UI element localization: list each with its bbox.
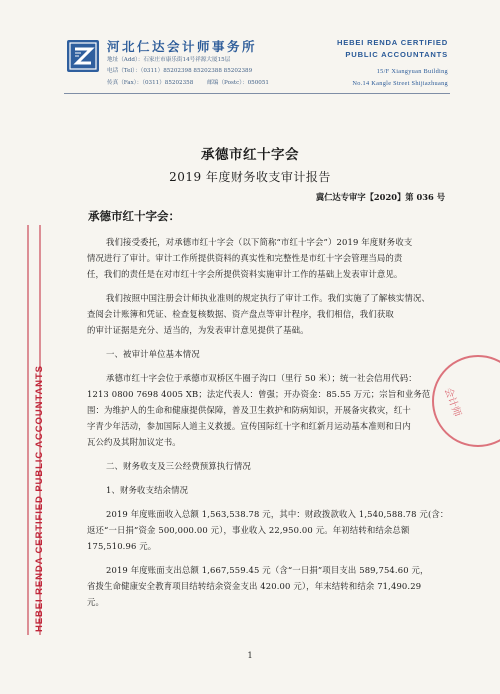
body-line: 情况进行了审计。审计工作所提供资料的真实性和完整性是市红十字会管理当局的责 xyxy=(87,253,403,263)
body-line: 瓦公约及其附加议定书。 xyxy=(87,437,181,447)
seal-stamp xyxy=(432,355,500,447)
body-line: 1213 0800 7698 4005 XB；法定代表人：曾强；开办资金：85.55 万元；宗旨和业务范 xyxy=(87,389,431,399)
body-line: 任，我们的责任是在对市红十字会所提供资料实施审计工作的基础上发表审计意见。 xyxy=(87,269,403,279)
seal-stamp-text: 会计师 xyxy=(441,386,463,419)
firm-name-en-line2: PUBLIC ACCOUNTANTS xyxy=(345,50,448,59)
side-band-text: HEBEI RENDA CERTIFIED PUBLIC ACCOUNTANTS xyxy=(34,365,45,632)
firm-name-en xyxy=(337,37,448,61)
body-line: 的审计证据是充分、适当的，为发表审计意见提供了基础。 xyxy=(87,325,309,335)
body-line: 175,510.96 元。 xyxy=(87,541,157,551)
firm-phone: 电话（Tel）：（0311）85202398 85202388 85202389 xyxy=(107,68,253,74)
body-line: 省拨生命健康安全教育项目结转结余资金支出 420.00 元），年末结转和结余 71,490.29 xyxy=(87,581,422,591)
report-title: 2019 年度财务收支审计报告 xyxy=(169,170,331,184)
firm-fax-postcode xyxy=(107,78,269,86)
firm-name-cn: 河北仁达会计师事务所 xyxy=(107,39,258,54)
firm-postcode: 邮编（Postc）：050051 xyxy=(207,80,269,86)
body-line: 2019 年度账面收入总额 1,563,538.78 元，其中：财政拨款收入 1,540,588.78 元(含： xyxy=(106,509,449,519)
page-number: 1 xyxy=(247,651,253,660)
section-heading: 一、被审计单位基本情况 xyxy=(106,349,200,359)
body-line: 围：为维护人的生命和健康提供保障，普及卫生救护和防病知识，开展备灾救灾，红十 xyxy=(87,405,411,415)
firm-logo-icon xyxy=(67,40,99,72)
body-line: 2019 年度账面支出总额 1,667,559.45 元（含“一日捐”项目支出 589,754.60 元， xyxy=(106,565,429,575)
body-line: 查阅会计账簿和凭证、检查复核数据、资产盘点等审计程序，我们相信，我们获取 xyxy=(87,309,394,319)
section-heading: 二、财务收支及三公经费预算执行情况 xyxy=(106,461,251,471)
body-line: 返还“一日捐”资金 500,000.00 元），事业收入 22,950.00 元。年初结转和结余总额 xyxy=(87,525,410,535)
addressee: 承德市红十字会： xyxy=(88,209,180,223)
body-line: 承德市红十字会位于承德市双桥区牛圈子沟口（里行 50 米）；统一社会信用代码： xyxy=(106,373,417,383)
firm-address-en-line1: 15/F Xiangyuan Building xyxy=(376,68,448,75)
report-org-title: 承德市红十字会 xyxy=(201,147,299,163)
firm-address-en xyxy=(352,66,448,89)
header-divider xyxy=(64,93,450,94)
body-line: 我们按照中国注册会计师执业准则的规定执行了审计工作。我们实施了了解核实情况、 xyxy=(106,293,430,303)
firm-address-en-line2: No.14 Kangle Street Shijiazhuang xyxy=(352,79,448,87)
firm-name-en-line1: HEBEI RENDA CERTIFIED xyxy=(336,38,448,47)
subsection-heading: 1、财务收支结余情况 xyxy=(106,485,189,495)
body-line: 元。 xyxy=(87,597,105,607)
body-line: 字青少年活动，参加国际人道主义救援。宣传国际红十字和红新月运动基本准则和日内 xyxy=(87,421,411,431)
firm-address: 地址（Add）：石家庄市康乐街14号祥源大厦15层 xyxy=(107,57,231,63)
reference-number: 冀仁达专审字【2020】第 036 号 xyxy=(315,192,445,202)
firm-fax: 传真（Fax）：（0311）85202358 xyxy=(107,80,194,86)
body-line: 我们接受委托，对承德市红十字会（以下简称“市红十字会”）2019 年度财务收支 xyxy=(106,237,413,247)
